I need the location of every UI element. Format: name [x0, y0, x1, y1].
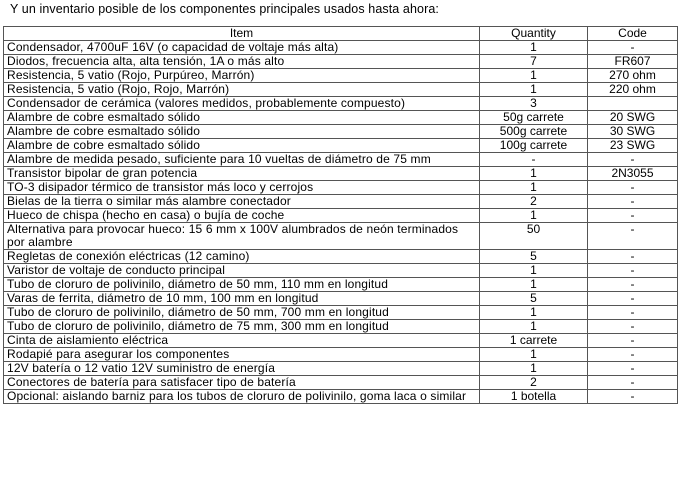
row-quantity: 1: [480, 348, 588, 362]
row-item: Tubo de cloruro de polivinilo, diámetro de 50 mm, 110 mm en longitud: [4, 278, 480, 292]
table-row: [4, 97, 678, 111]
row-code: FR607: [588, 55, 678, 69]
table-row: [4, 139, 678, 153]
table-row: [4, 69, 678, 83]
row-item: Opcional: aislando barniz para los tubos de cloruro de polivinilo, goma laca o similar: [4, 390, 480, 404]
row-item: TO-3 disipador térmico de transistor más loco y cerrojos: [4, 181, 480, 195]
row-item: Condensador, 4700uF 16V (o capacidad de voltaje más alta): [4, 41, 480, 55]
row-code: -: [588, 250, 678, 264]
row-quantity: 5: [480, 250, 588, 264]
row-item: Cinta de aislamiento eléctrica: [4, 334, 480, 348]
row-quantity: 1: [480, 69, 588, 83]
row-code: -: [588, 278, 678, 292]
row-quantity: 1: [480, 167, 588, 181]
row-item: Alambre de cobre esmaltado sólido: [4, 111, 480, 125]
row-item: Bielas de la tierra o similar más alambre conectador: [4, 195, 480, 209]
table-row: [4, 209, 678, 223]
row-quantity: 500g carrete: [480, 125, 588, 139]
table-row: [4, 250, 678, 264]
row-quantity: 1: [480, 362, 588, 376]
table-row: [4, 376, 678, 390]
row-code: -: [588, 181, 678, 195]
row-quantity: 5: [480, 292, 588, 306]
row-item: Alambre de cobre esmaltado sólido: [4, 125, 480, 139]
row-code: -: [588, 320, 678, 334]
table-row: [4, 334, 678, 348]
inventory-table: [3, 26, 678, 404]
table-row: [4, 264, 678, 278]
row-quantity: -: [480, 153, 588, 167]
row-item: Transistor bipolar de gran potencia: [4, 167, 480, 181]
header-quantity: Quantity: [480, 27, 588, 41]
table-row: [4, 55, 678, 69]
row-code: -: [588, 153, 678, 167]
row-code: -: [588, 334, 678, 348]
row-code: 270 ohm: [588, 69, 678, 83]
row-quantity: 7: [480, 55, 588, 69]
row-quantity: 1: [480, 83, 588, 97]
row-item: Alambre de medida pesado, suficiente para 10 vueltas de diámetro de 75 mm: [4, 153, 480, 167]
row-quantity: 1: [480, 181, 588, 195]
row-item: Alambre de cobre esmaltado sólido: [4, 139, 480, 153]
table-row: [4, 125, 678, 139]
row-code: 20 SWG: [588, 111, 678, 125]
row-quantity: 1: [480, 41, 588, 55]
table-header-row: [4, 27, 678, 41]
row-item: Conectores de batería para satisfacer tipo de batería: [4, 376, 480, 390]
row-code: -: [588, 306, 678, 320]
row-quantity: 1: [480, 209, 588, 223]
row-item: Alternativa para provocar hueco: 15 6 mm x 100V alumbrados de neón terminados por alambre: [4, 223, 480, 250]
row-item: Regletas de conexión eléctricas (12 camino): [4, 250, 480, 264]
table-row: [4, 181, 678, 195]
table-row: [4, 320, 678, 334]
table-row: [4, 292, 678, 306]
table-row: [4, 306, 678, 320]
table-row: [4, 278, 678, 292]
row-item: Diodos, frecuencia alta, alta tensión, 1A o más alto: [4, 55, 480, 69]
row-quantity: 2: [480, 376, 588, 390]
row-item: Resistencia, 5 vatio (Rojo, Rojo, Marrón): [4, 83, 480, 97]
table-row: [4, 83, 678, 97]
row-item: Hueco de chispa (hecho en casa) o bujía de coche: [4, 209, 480, 223]
row-code: -: [588, 376, 678, 390]
row-quantity: 100g carrete: [480, 139, 588, 153]
row-quantity: 50g carrete: [480, 111, 588, 125]
row-code: -: [588, 264, 678, 278]
row-quantity: 1 botella: [480, 390, 588, 404]
row-code: -: [588, 348, 678, 362]
row-item: Rodapié para asegurar los componentes: [4, 348, 480, 362]
table-row: [4, 390, 678, 404]
row-quantity: 1 carrete: [480, 334, 588, 348]
row-item: Tubo de cloruro de polivinilo, diámetro de 75 mm, 300 mm en longitud: [4, 320, 480, 334]
table-row: [4, 153, 678, 167]
intro-text: Y un inventario posible de los componentes principales usados hasta ahora:: [10, 2, 439, 16]
table-row: [4, 41, 678, 55]
table-row: [4, 111, 678, 125]
row-code: 30 SWG: [588, 125, 678, 139]
row-quantity: 1: [480, 264, 588, 278]
table-row: [4, 167, 678, 181]
row-code: -: [588, 390, 678, 404]
row-code: -: [588, 292, 678, 306]
row-code: -: [588, 209, 678, 223]
table-row: [4, 362, 678, 376]
row-item: Varistor de voltaje de conducto principal: [4, 264, 480, 278]
row-item: Varas de ferrita, diámetro de 10 mm, 100 mm en longitud: [4, 292, 480, 306]
row-item: Resistencia, 5 vatio (Rojo, Purpúreo, Marrón): [4, 69, 480, 83]
table-row: [4, 348, 678, 362]
row-code: 2N3055: [588, 167, 678, 181]
table-row: [4, 195, 678, 209]
row-code: -: [588, 362, 678, 376]
row-quantity: 3: [480, 97, 588, 111]
row-item: 12V batería o 12 vatio 12V suministro de energía: [4, 362, 480, 376]
row-code: 220 ohm: [588, 83, 678, 97]
row-code: [588, 97, 678, 111]
header-code: Code: [588, 27, 678, 41]
table-row: [4, 223, 678, 250]
row-quantity: 1: [480, 278, 588, 292]
row-quantity: 1: [480, 306, 588, 320]
row-quantity: 2: [480, 195, 588, 209]
header-item: Item: [4, 27, 480, 41]
row-code: -: [588, 41, 678, 55]
row-quantity: 1: [480, 320, 588, 334]
row-item: Condensador de cerámica (valores medidos, probablemente compuesto): [4, 97, 480, 111]
row-item: Tubo de cloruro de polivinilo, diámetro de 50 mm, 700 mm en longitud: [4, 306, 480, 320]
row-quantity: 50: [480, 223, 588, 250]
row-code: -: [588, 223, 678, 250]
row-code: -: [588, 195, 678, 209]
row-code: 23 SWG: [588, 139, 678, 153]
